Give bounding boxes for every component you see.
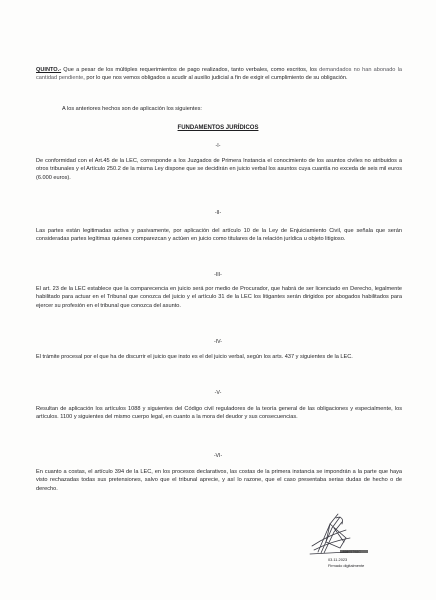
section-marker-4: -IV- (213, 339, 223, 345)
section-marker-2: -II- (214, 210, 222, 216)
digital-signature (300, 508, 382, 594)
quinto-text-b: demandados no han abonado la cantidad pendiente (36, 67, 402, 82)
section-marker-6: -VI- (213, 453, 223, 459)
section-marker-1: -I- (215, 143, 221, 149)
paragraph-fundamento-2: Las partes están legitimadas activa y pasivamente, por aplicación del artículo 10 de la Ley de Enjuiciamiento Civil, que señala que serán consideradas partes legítimas quienes comparezcan y actúen en juicio como titulares de la relación jurídica u objeto litigioso. (36, 228, 402, 243)
section-heading: FUNDAMENTOS JURÍDICOS (177, 125, 259, 131)
section-marker-3: -III- (214, 272, 222, 278)
paragraph-fundamento-1: De conformidad con el Art.45 de la LEC, corresponde a los Juzgados de Primera Instancia el conocimiento de los asuntos civiles no atribuidos a otros tribunales y el Artículo 250.2 de la misma Ley dispone que se decidirán en juicio verbal los asuntos cuya cuantía no exceda de seis mil euros (6.000 euros). (36, 158, 402, 181)
paragraph-quinto (36, 66, 402, 83)
quinto-text-a: Que a pesar de los múltiples requerimientos de pago realizados, tanto verbales, como escritos, los (61, 67, 317, 73)
quinto-text-c: , por lo que nos vemos obligados a acudir al auxilio judicial a fin de exigir el cumplimiento de su obligación. (83, 75, 348, 82)
section-marker-5: -V- (214, 390, 222, 396)
quinto-label: QUINTO.- (36, 67, 62, 73)
intro-text: A los anteriores hechos son de aplicación los siguientes: (62, 106, 202, 112)
paragraph-fundamento-6: En cuanto a costas, el artículo 394 de la LEC, en los procesos declarativos, las costas de la primera instancia se impondrán a la parte que haya visto rechazadas todas sus pretensiones, salvo que el tribunal aprecie, y así lo razone, que el caso presentaba serias dudas de hecho o de derecho. (36, 469, 402, 492)
signature-label: Firmado digitalmente (328, 563, 365, 568)
paragraph-fundamento-4: El trámite procesal por el que ha de discurrir el juicio que insto es el del juicio verbal, según los arts. 437 y siguientes de la LEC. (36, 354, 353, 360)
paragraph-fundamento-3: El art. 23 de la LEC establece que la comparecencia en juicio será por medio de Procurador, que habrá de ser licenciado en Derecho, legalmente habilitado para actuar en el Tribunal que conozca del juicio y el artículo 31 de la LEC los litigantes serán dirigidos por abogados habilitados para ejercer su profesión en el tribunal que conozca del asunto. (36, 286, 402, 309)
signature-date: 03.11.2023 (328, 557, 348, 562)
signature-code: - 40865798C (340, 550, 361, 554)
paragraph-fundamento-5: Resultan de aplicación los artículos 1088 y siguientes del Código civil reguladores de la teoría general de las obligaciones y especialmente, los artículos. 1100 y siguientes del mismo cuerpo legal, en cuanto a la mora del deudor y sus consecuencias. (36, 406, 402, 421)
